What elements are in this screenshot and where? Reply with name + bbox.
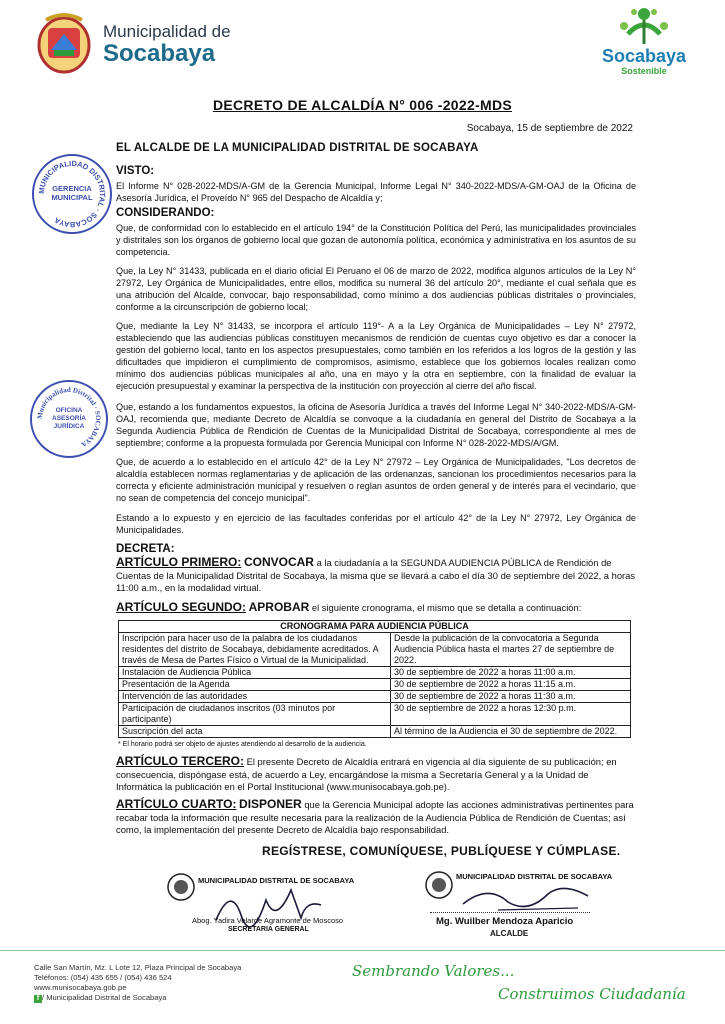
articulo-primero-heading: ARTÍCULO PRIMERO: bbox=[116, 555, 242, 569]
header-municipality-name: Socabaya bbox=[103, 40, 216, 67]
considerando-label: CONSIDERANDO: bbox=[116, 207, 215, 219]
articulo-cuarto-text: que la Gerencia Municipal adopte las acciones administrativas pertinentes para recabar toda la información que resulte necesaria para la realización de la Audiencia Pública de Rendición de Cuentas; así como, la implementación del presente Decreto de Alcaldía bajo responsabilidad. bbox=[116, 799, 634, 835]
considerando-paragraph: Que, estando a los fundamentos expuestos, la oficina de Asesoría Jurídica a través del Informe Legal N° 340-2022-MDS/A-GM-OAJ, recomienda que, mediante Decreto de Alcaldía se convoque a la ciudadanía en general del Distrito de Socabaya a la Segunda Audiencia Pública de Rendición de Cuentas de la Municipalidad Distrital de Socabaya, correspondiente al mes de septiembre; conforme a la propuesta formulada por Gerencia Municipal con Informe N° 028-2022-MDS/A/GM. bbox=[116, 402, 636, 448]
articulo-tercero-text: El presente Decreto de Alcaldía entrará en vigencia al día siguiente de su publicación; en consecuencia, dispóngase está, de acuerdo a Ley, encargándose la misma a Secretaría General y a la Unidad de Informática la publicación en el Portal Institucional (www.munisocabaya.gob.pe). bbox=[116, 756, 617, 792]
cronograma-table bbox=[118, 620, 631, 738]
articulo-primero bbox=[116, 556, 636, 595]
activity-cell: Inscripción para hacer uso de la palabra de los ciudadanos residentes del distrito de Socabaya, debidamente acreditados. A través de Mesa de Partes Físico o Virtual de la Municipalidad. bbox=[119, 633, 391, 667]
municipal-seal-icon bbox=[166, 872, 196, 902]
considerando-paragraph: Que, la Ley N° 31433, publicada en el diario oficial El Peruano el 06 de marzo de 2022, modifica algunos artículos de la Ley N° 27972, Ley Orgánica de Municipalidades, entre ellos, modifica su numeral 36 del artículo 20°, mediante el cual señala que es una atribución del Alcalde, convocar, bajo responsabilidad, como mínimo a dos audiencias públicas distritales o provinciales, conforme a la circunscripción de gobierno local; bbox=[116, 266, 636, 312]
alcalde-heading: EL ALCALDE DE LA MUNICIPALIDAD DISTRITAL DE SOCABAYA bbox=[116, 142, 479, 154]
visto-text: El Informe N° 028-2022-MDS/A-GM de la Gerencia Municipal, Informe Legal N° 340-2022-MDS/A-GM-OAJ de la Oficina de Asesoría Jurídica, el Proveído N° 965 del Despacho de Alcaldía y; bbox=[116, 181, 636, 203]
articulo-primero-verb: CONVOCAR bbox=[243, 555, 314, 569]
footer-address: Calle San Martín, Mz. L Lote 12, Plaza Principal de Socabaya bbox=[34, 963, 242, 972]
municipal-seal-icon bbox=[424, 870, 454, 900]
footer-motto-1: Sembrando Valores... bbox=[352, 962, 515, 980]
articulo-cuarto-heading: ARTÍCULO CUARTO: bbox=[116, 797, 237, 811]
asesoria-stamp-center: OFICINA ASESORÍA JURÍDICA bbox=[52, 407, 86, 430]
articulo-cuarto-verb: DISPONER bbox=[239, 797, 302, 811]
articulo-tercero-heading: ARTÍCULO TERCERO: bbox=[116, 754, 244, 768]
footer-phones: Teléfonos: (054) 435 655 / (054) 436 524 bbox=[34, 973, 172, 982]
right-logo-sub: Sostenible bbox=[621, 66, 667, 76]
facebook-icon: f bbox=[34, 995, 42, 1003]
decree-title: DECRETO DE ALCALDÍA N° 006 -2022-MDS bbox=[212, 97, 513, 113]
left-sig-org: MUNICIPALIDAD DISTRITAL DE SOCABAYA bbox=[198, 876, 355, 885]
articulo-segundo bbox=[116, 601, 636, 615]
footer-contact bbox=[34, 963, 241, 1003]
table-row bbox=[119, 667, 631, 679]
schedule-cell: 30 de septiembre de 2022 a horas 11:30 a.m. bbox=[391, 691, 631, 703]
closing-formula: REGÍSTRESE, COMUNÍQUESE, PUBLÍQUESE Y CÚMPLASE. bbox=[262, 844, 621, 858]
activity-cell: Intervención de las autoridades bbox=[119, 691, 391, 703]
footer-motto-2: Construimos Ciudadanía bbox=[498, 985, 686, 1003]
right-signatory-role: ALCALDE bbox=[490, 929, 529, 938]
gerencia-municipal-stamp bbox=[32, 154, 112, 234]
alcalde-signature-block bbox=[424, 864, 624, 946]
table-row bbox=[119, 726, 631, 738]
activity-cell: Suscripción del acta bbox=[119, 726, 391, 738]
table-row bbox=[119, 633, 631, 667]
right-sig-org: MUNICIPALIDAD DISTRITAL DE SOCABAYA bbox=[456, 872, 613, 881]
activity-cell: Instalación de Audiencia Pública bbox=[119, 667, 391, 679]
articulo-segundo-heading: ARTÍCULO SEGUNDO: bbox=[116, 600, 246, 614]
municipal-crest-logo bbox=[34, 12, 94, 74]
considerando-paragraph: Que, de acuerdo a lo establecido en el artículo 42° de la Ley N° 27972 – Ley Orgánica de Municipalidades, "Los decretos de alcaldía establecen normas reglamentarias y de aplicación de las ordenanzas, sancionan los procedimientos necesarios para la correcta y eficiente administración municipal y resuelven o reglan asuntos de orden general y de interés para el vecindario, que no sean de competencia del concejo municipal". bbox=[116, 457, 636, 503]
right-signatory-name: Mg. Wuilber Mendoza Aparicio bbox=[436, 916, 574, 927]
handwritten-signature-right bbox=[458, 874, 598, 920]
table-row bbox=[119, 691, 631, 703]
svg-text:Municipalidad Distrital · SOCA: Municipalidad Distrital · SOCABAYA bbox=[35, 385, 103, 449]
schedule-cell: 30 de septiembre de 2022 a horas 11:00 a.m. bbox=[391, 667, 631, 679]
table-row bbox=[119, 703, 631, 726]
header-municipality-label: Municipalidad de bbox=[103, 22, 231, 41]
articulo-cuarto bbox=[116, 798, 636, 837]
left-signatory-name: Abog. Yadira Velarde Agramonte de Moscoso bbox=[192, 916, 344, 925]
footer-social: / Municipalidad Distrital de Socabaya bbox=[42, 993, 167, 1002]
schedule-cell: Al término de la Audiencia el 30 de septiembre de 2022. bbox=[391, 726, 631, 738]
schedule-cell: Desde la publicación de la convocatoria a Segunda Audiencia Pública hasta el martes 27 de septiembre de 2022. bbox=[391, 633, 631, 667]
articulo-segundo-text: el siguiente cronograma, el mismo que se detalla a continuación: bbox=[311, 602, 582, 613]
gerencia-stamp-center: GERENCIA MUNICIPAL bbox=[51, 184, 93, 202]
right-signature-dots bbox=[430, 912, 590, 913]
footer-divider bbox=[0, 950, 725, 951]
schedule-cell: 30 de septiembre de 2022 a horas 11:15 a.m. bbox=[391, 679, 631, 691]
considerando-paragraph: Que, mediante la Ley N° 31433, se incorpora el artículo 119°- A a la Ley Orgánica de Municipalidades – Ley N° 27972, estableciendo que las audiencias públicas constituyen mecanismos de rendición de cuentas cuyo objetivo es dar a conocer la gestión del gobierno local, tanto en los aspectos presupuestales, como también en los referidos a los logros de la gestión y las dificultades que impidieron el cumplimiento de compromisos, asimismo, establece que los gobiernos locales realizan como mínimo dos audiencias públicas municipales al año, una en mayo y la otra en septiembre, con la finalidad de evaluar la ejecución presupuestal y examinar la perspectiva de la institución con proyección al cierre del año fiscal. bbox=[116, 321, 636, 391]
articulo-tercero bbox=[116, 755, 636, 794]
activity-cell: Participación de ciudadanos inscritos (03 minutos por participante) bbox=[119, 703, 391, 726]
considerando-paragraph: Estando a lo expuesto y en ejercicio de las facultades conferidas por el artículo 42° de la Ley N° 27972, Ley Orgánica de Municipalidades. bbox=[116, 513, 636, 535]
articulo-primero-text: a la ciudadanía a la SEGUNDA AUDIENCIA PÚBLICA de Rendición de Cuentas de la Municipalidad Distrital de Socabaya, la misma que se llevará a cabo el día 30 de septiembre del 2022, a horas 11:00 a.m., en la modalidad virtual. bbox=[116, 557, 636, 593]
right-logo-brand: Socabaya bbox=[601, 46, 687, 66]
visto-label: VISTO: bbox=[116, 165, 155, 177]
cronograma-note: * El horario podrá ser objeto de ajustes atendiendo al desarrollo de la audiencia. bbox=[118, 741, 367, 748]
considerando-paragraph: Que, de conformidad con lo establecido en el artículo 194° de la Constitución Política del Perú, las municipalidades provinciales y distritales son los órganos de gobierno local que gozan de autonomía política, económica y administrativa en los asuntos de su competencia. bbox=[116, 223, 636, 257]
footer-web: www.munisocabaya.gob.pe bbox=[34, 983, 127, 992]
socabaya-sostenible-logo bbox=[588, 4, 700, 74]
svg-text:MUNICIPALIDAD DISTRITAL · SOCA: MUNICIPALIDAD DISTRITAL · SOCABAYA bbox=[36, 158, 108, 230]
left-signatory-role: SECRETARIA GENERAL bbox=[228, 926, 309, 933]
activity-cell: Presentación de la Agenda bbox=[119, 679, 391, 691]
secretaria-signature-block bbox=[166, 866, 366, 946]
articulo-segundo-verb: APROBAR bbox=[248, 600, 310, 614]
asesoria-juridica-stamp bbox=[30, 380, 108, 458]
decreta-label: DECRETA: bbox=[116, 543, 175, 555]
cronograma-header: CRONOGRAMA PARA AUDIENCIA PÚBLICA bbox=[119, 621, 631, 633]
schedule-cell: 30 de septiembre de 2022 a horas 12:30 p.m. bbox=[391, 703, 631, 726]
table-row bbox=[119, 679, 631, 691]
table-header-row bbox=[119, 621, 631, 633]
decree-date: Socabaya, 15 de septiembre de 2022 bbox=[466, 123, 633, 134]
